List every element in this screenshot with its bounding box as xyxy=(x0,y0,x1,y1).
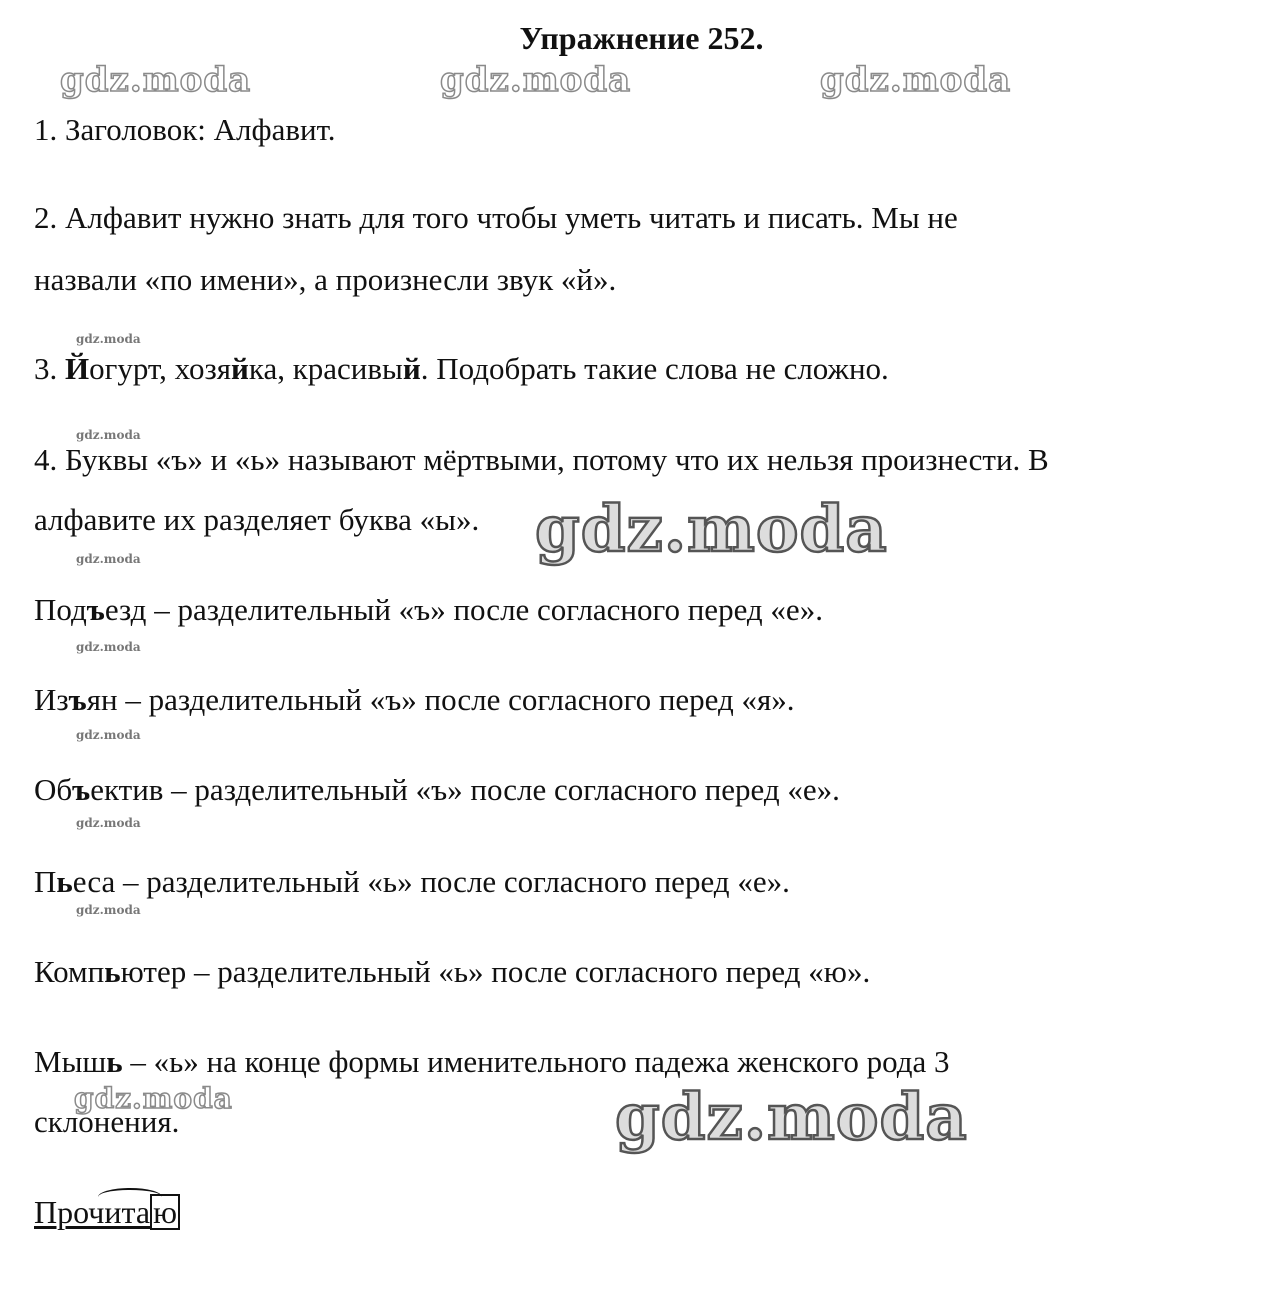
highlight-letter: ь xyxy=(56,864,73,899)
answer-2-line-2: назвали «по имени», а произнесли звук «й». xyxy=(34,262,617,297)
highlight-letter: ь xyxy=(106,1044,123,1079)
answer-1: 1. Заголовок: Алфавит. xyxy=(34,112,336,147)
highlight-letter: й xyxy=(230,351,249,386)
watermark-large: gdz.moda xyxy=(615,1080,968,1155)
word-obektiv xyxy=(34,770,840,810)
highlight-letter: ь xyxy=(104,954,121,989)
word-mysh-line-2: склонения. xyxy=(34,1104,180,1139)
word-izyan xyxy=(34,680,795,720)
page-title: Упражнение 252. xyxy=(519,20,764,56)
text-fragment: . Подобрать такие слова не сложно. xyxy=(420,351,889,386)
word-part: Из xyxy=(34,682,69,717)
highlight-letter: й xyxy=(402,351,421,386)
word-explanation: еса – разделительный «ь» после согласного перед «е». xyxy=(72,864,790,899)
watermark-small: gdz.moda xyxy=(76,816,141,830)
morphemic-analysis xyxy=(34,1192,180,1232)
watermark-small: gdz.moda xyxy=(76,640,141,654)
watermark-small: gdz.moda xyxy=(76,552,141,566)
watermark: gdz.moda xyxy=(820,60,1012,100)
watermark: gdz.moda xyxy=(74,1082,233,1115)
word-explanation: ектив – разделительный «ъ» после согласного перед «е». xyxy=(90,772,840,807)
highlight-letter: Й xyxy=(65,351,90,386)
watermark: gdz.moda xyxy=(60,60,252,100)
word-explanation: езд – разделительный «ъ» после согласного перед «е». xyxy=(104,592,823,627)
word-part: Мыш xyxy=(34,1044,107,1079)
text-fragment: ка, красивы xyxy=(248,351,403,386)
highlight-letter: ъ xyxy=(68,682,87,717)
watermark: gdz.moda xyxy=(440,60,632,100)
word-stem xyxy=(34,1194,150,1230)
highlight-letter: ъ xyxy=(86,592,105,627)
word-part: П xyxy=(34,864,57,899)
highlight-letter: ъ xyxy=(72,772,91,807)
word-kompyuter xyxy=(34,952,870,992)
text-fragment: огурт, хозя xyxy=(89,351,231,386)
word-part: Под xyxy=(34,592,87,627)
answer-4-line-1: 4. Буквы «ъ» и «ь» называют мёртвыми, потому что их нельзя произнести. В xyxy=(34,442,1049,477)
answer-4-line-2: алфавите их разделяет буква «ы». xyxy=(34,502,480,537)
answer-3 xyxy=(34,349,889,389)
word-podezd xyxy=(34,590,823,630)
watermark-small: gdz.moda xyxy=(76,332,141,346)
word-mysh xyxy=(34,1042,950,1082)
answer-2-line-1: 2. Алфавит нужно знать для того чтобы уметь читать и писать. Мы не xyxy=(34,200,958,235)
stem-text: Прочита xyxy=(34,1194,151,1230)
watermark-small: gdz.moda xyxy=(76,903,141,917)
word-explanation: – «ь» на конце формы именительного падежа женского рода 3 xyxy=(122,1044,950,1079)
watermark-large: gdz.moda xyxy=(535,492,888,567)
word-ending: ю xyxy=(150,1194,180,1230)
watermark-small: gdz.moda xyxy=(76,428,141,442)
word-pesa xyxy=(34,862,790,902)
answer-3-prefix: 3. xyxy=(34,351,65,386)
word-part: Комп xyxy=(34,954,105,989)
root-arc xyxy=(98,1188,162,1206)
word-part: Об xyxy=(34,772,73,807)
word-explanation: ютер – разделительный «ь» после согласного перед «ю». xyxy=(120,954,871,989)
watermark-small: gdz.moda xyxy=(76,728,141,742)
word-explanation: ян – разделительный «ъ» после согласного перед «я». xyxy=(86,682,795,717)
